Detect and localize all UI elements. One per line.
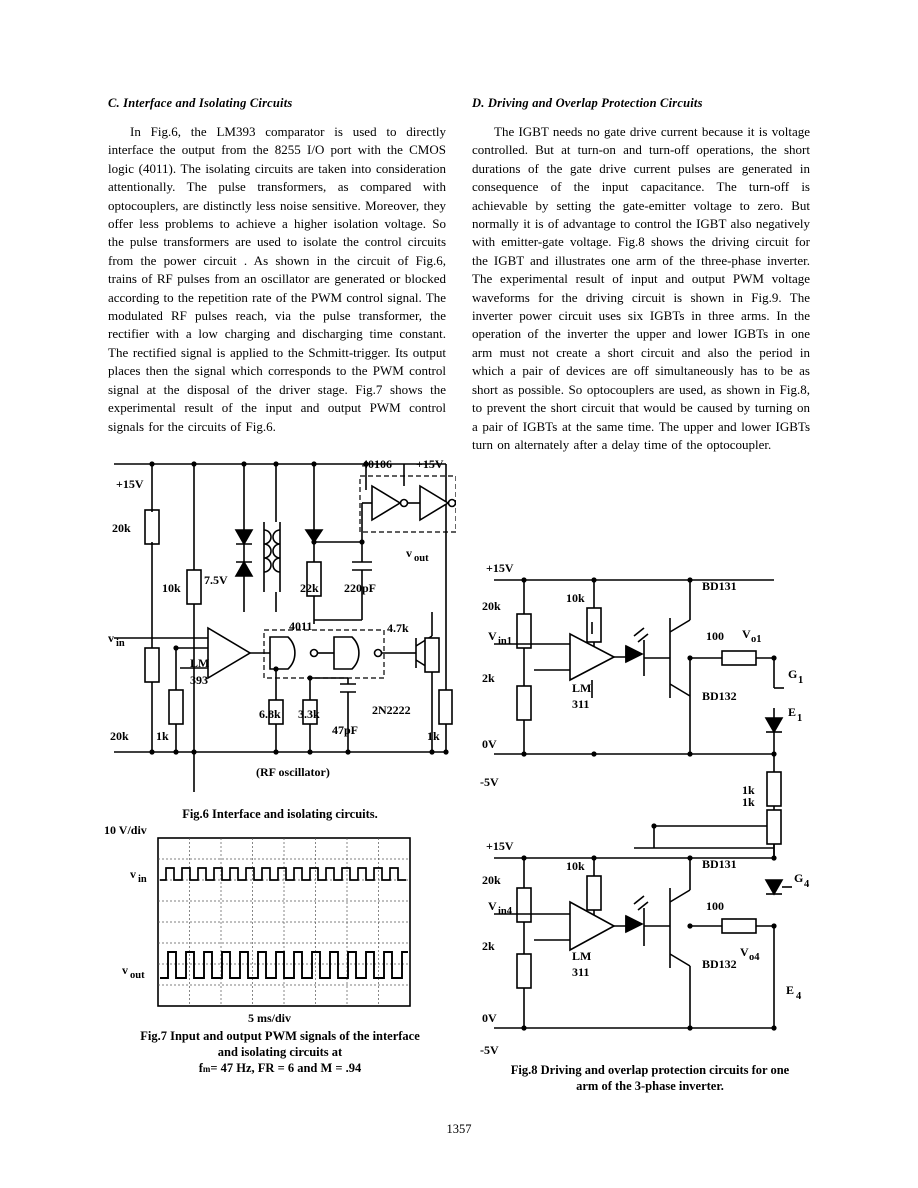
fig8-upper-bd132: BD132 [702,689,737,703]
fig6-label-22k: 22k [300,581,319,595]
fig6-label-osc-note: (RF oscillator) [256,765,330,779]
fig6-label-supply-right: +15V [416,457,444,471]
figure-6-schematic [104,452,456,800]
fig8-lower-lm: LM [572,949,592,963]
fig7-x-axis-label: 5 ms/div [248,1011,292,1025]
fig6-label-vin: v [108,631,114,645]
fig6-label-1k-right: 1k [427,729,440,743]
fig8-lower-vin-sub: in4 [498,906,513,917]
fig8-upper-bd131: BD131 [702,579,737,593]
fig6-label-20k-top: 20k [112,521,131,535]
fig8-lower-g-sub: 4 [804,879,810,890]
fig8-upper-100: 100 [706,629,724,643]
section-c-paragraph: In Fig.6, the LM393 comparator is used to directly interface the output from the 8255 I/O port with the CMOS logic (4011). The isolating circuits are taken into consideration attentionally. The pulse transformers, as compared with optocouplers, are distinctly less noise sensitive. Moreover, they offer less problems to achieve a higher isolation voltage. So the pulse transformers are used to isolate the control circuits from the power circuit . As shown in the circuit of Fig.6, trains of RF pulses from an oscillator are generated or blocked according to the repetition rate of the PWM control signal. The modulated RF pulses reach, via the pulse transformer, the rectifier with a low charging and discharging time constant. The rectified signal is applied to the Schmitt-trigger. Its output places then the signal which corresponds to the PWM control signal at the disposal of the driver stage. Fig.7 shows the experimental result of the input and output PWM control signals for the circuits of Fig.6. [108,124,446,434]
fig8-upper-g-sub: 1 [798,675,804,686]
fig8-upper-supply: +15V [486,561,514,575]
left-column [108,96,446,436]
fig8-lower-g: G [794,871,804,885]
section-d-paragraph: The IGBT needs no gate drive current because it is voltage controlled. But at turn-on and turn-off operations, the short durations of the gate drive current pulses are generated in consequence of the input capacitance. The turn-off is achievable by setting the gate-emitter voltage to zero. But normally it is of advantage to control the IGBT also negatively with emitter-gate voltage. Fig.8 shows the driving circuit for the IGBT and illustrates one arm of the three-phase inverter. The experimental result of input and output PWM voltage waveforms for the driving circuit is shown in Fig.9. The inverter power circuit uses six IGBTs in three arms. In the operation of the inverter the upper and lower IGBTs in one arm must not create a short circuit and also the period in which a pair of devices are off simultaneously has to be as short as possible. So optocouplers are used, as shown in Fig.8, to prevent the short circuit that would be caused by turning on a pair of IGBTs at the same time. The upper and lower IGBTs turn on alternately after a delay time of the optocoupler. [472,124,810,452]
figure-7-caption-line3 [104,1060,456,1077]
right-column [472,96,810,454]
fig6-label-4011: 4011 [289,619,313,633]
figure-8-caption-line1: Fig.8 Driving and overlap protection circuits for one [510,1063,790,1077]
fig8-lower-0v: 0V [482,1011,497,1025]
fig8-upper-e: E [788,705,797,719]
fig8-lower-10k: 10k [566,859,585,873]
page-number: 1357 [446,1122,472,1136]
fig8-lower-1k-top: 1k [742,795,755,809]
fig8-upper-e-sub: 1 [797,713,803,724]
fig6-label-220pF: 220pF [344,581,377,595]
fig8-upper-0v: 0V [482,737,497,751]
fig6-label-10k: 10k [162,581,181,595]
fig8-lower-311: 311 [572,965,590,979]
fig7-trace1-sub: in [138,874,147,885]
fig6-label-vout-sub: out [414,553,429,564]
fig6-label-4k7: 4.7k [387,621,409,635]
fig6-label-2n2222: 2N2222 [372,703,411,717]
section-heading-d: D. Driving and Overlap Protection Circuits [472,96,703,110]
fig7-fm-sub: m [202,1064,211,1074]
fig8-upper-10k: 10k [566,591,585,605]
fig7-trace1-label: v [130,867,136,881]
figure-6-caption: Fig.6 Interface and isolating circuits. [182,807,378,821]
fig7-trace2-label: v [122,963,128,977]
figure-8 [474,558,826,1094]
fig8-upper-1k: 1k [742,783,755,797]
fig6-label-3k3: 3.3k [298,707,320,721]
fig8-upper-311: 311 [572,697,590,711]
fig8-lower-e: E [786,983,795,997]
fig6-label-47pF: 47pF [332,723,359,737]
fig8-lower-supply: +15V [486,839,514,853]
fig8-lower-vo: V [740,945,749,959]
fig8-upper-vo: V [742,627,751,641]
fig8-lower-2k: 2k [482,939,495,953]
fig6-label-6k8: 6.8k [259,707,281,721]
fig8-lower-100: 100 [706,899,724,913]
fig6-label-vin-sub: in [116,638,125,649]
fig6-label-40106: 40106 [362,457,392,471]
figure-7-oscillogram [104,826,456,1026]
fig6-label-zener: 7.5V [204,573,228,587]
figure-7 [104,826,456,1077]
fig6-label-1k-left: 1k [156,729,169,743]
fig8-lower-bd132: BD132 [702,957,737,971]
fig8-upper-vin-sub: in1 [498,636,513,647]
fig8-upper-g: G [788,667,798,681]
fig8-upper-neg: -5V [480,775,499,789]
fig8-upper-2k: 2k [482,671,495,685]
fig7-fm-symbol: f [198,1061,203,1075]
figure-8-schematic [474,558,826,1058]
fig8-lower-vin: V [488,899,497,913]
fig8-upper-vin: V [488,629,497,643]
fig8-upper-vo-sub: o1 [751,634,762,645]
fig8-lower-20k: 20k [482,873,501,887]
fig7-trace2-sub: out [130,970,145,981]
fig8-lower-neg: -5V [480,1043,499,1057]
fig8-upper-lm: LM [572,681,592,695]
fig6-label-supply-left: +15V [116,477,144,491]
fig7-fm-rest: = 47 Hz, FR = 6 and M = .94 [210,1061,362,1075]
fig6-label-vout: v [406,546,412,560]
figure-7-caption-line1: Fig.7 Input and output PWM signals of the interface [140,1029,420,1043]
fig8-lower-bd131: BD131 [702,857,737,871]
fig6-label-393: 393 [190,673,208,687]
fig6-label-lm: LM [190,656,210,670]
figure-6 [104,452,456,822]
fig8-upper-20k: 20k [482,599,501,613]
section-heading-c: C. Interface and Isolating Circuits [108,96,293,110]
figure-7-caption-line2: and isolating circuits at [217,1045,343,1059]
fig6-label-20k-bottom: 20k [110,729,129,743]
fig8-lower-vo-sub: o4 [749,952,760,963]
fig7-y-axis-label: 10 V/div [104,826,147,837]
figure-8-caption-line2: arm of the 3-phase inverter. [576,1079,724,1093]
fig8-lower-e-sub: 4 [796,991,802,1002]
